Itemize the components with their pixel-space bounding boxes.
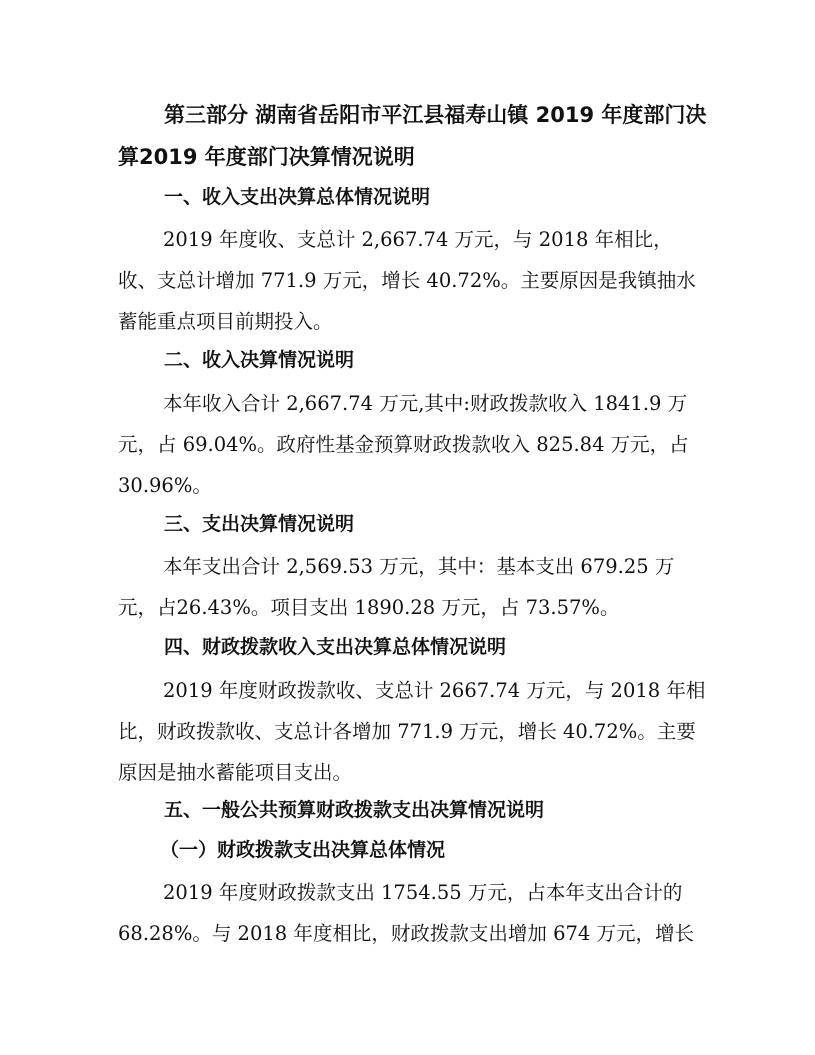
section-text-fiscal-appropriation-overview: 2019 年度财政拨款收、支总计 2667.74 万元，与 2018 年相比，财政拨款收、支总计各增加 771.9 万元，增长 40.72%。主要原因是抽水蓄能项目支出。 bbox=[118, 679, 706, 784]
section-heading-income-expenditure-overview: 一、收入支出决算总体情况说明 bbox=[164, 186, 431, 208]
section-heading-fiscal-appropriation-overview: 四、财政拨款收入支出决算总体情况说明 bbox=[164, 636, 507, 658]
page-title: 第三部分 湖南省岳阳市平江县福寿山镇 2019 年度部门决算2019 年度部门决算情况说明 bbox=[118, 103, 707, 169]
subsection-heading-appropriation-expenditure-overview: （一）财政拨款支出决算总体情况 bbox=[160, 839, 446, 861]
section-heading-income: 二、收入决算情况说明 bbox=[164, 349, 355, 371]
section-text-income: 本年收入合计 2,667.74 万元,其中:财政拨款收入 1841.9 万元，占 69.04%。政府性基金预算财政拨款收入 825.84 万元，占 30.96%。 bbox=[118, 392, 689, 497]
subsection-text-appropriation-expenditure-overview: 2019 年度财政拨款支出 1754.55 万元，占本年支出合计的68.28%。与 2018 年度相比，财政拨款支出增加 674 万元，增长 bbox=[118, 881, 694, 945]
section-heading-general-public-budget: 五、一般公共预算财政拨款支出决算情况说明 bbox=[164, 799, 545, 821]
section-heading-expenditure: 三、支出决算情况说明 bbox=[164, 513, 355, 535]
section-text-expenditure: 本年支出合计 2,569.53 万元，其中：基本支出 679.25 万元，占26.43%。项目支出 1890.28 万元，占 73.57%。 bbox=[118, 555, 675, 619]
section-text-income-expenditure-overview: 2019 年度收、支总计 2,667.74 万元，与 2018 年相比，收、支总计增加 771.9 万元，增长 40.72%。主要原因是我镇抽水蓄能重点项目前期投入。 bbox=[118, 228, 696, 333]
